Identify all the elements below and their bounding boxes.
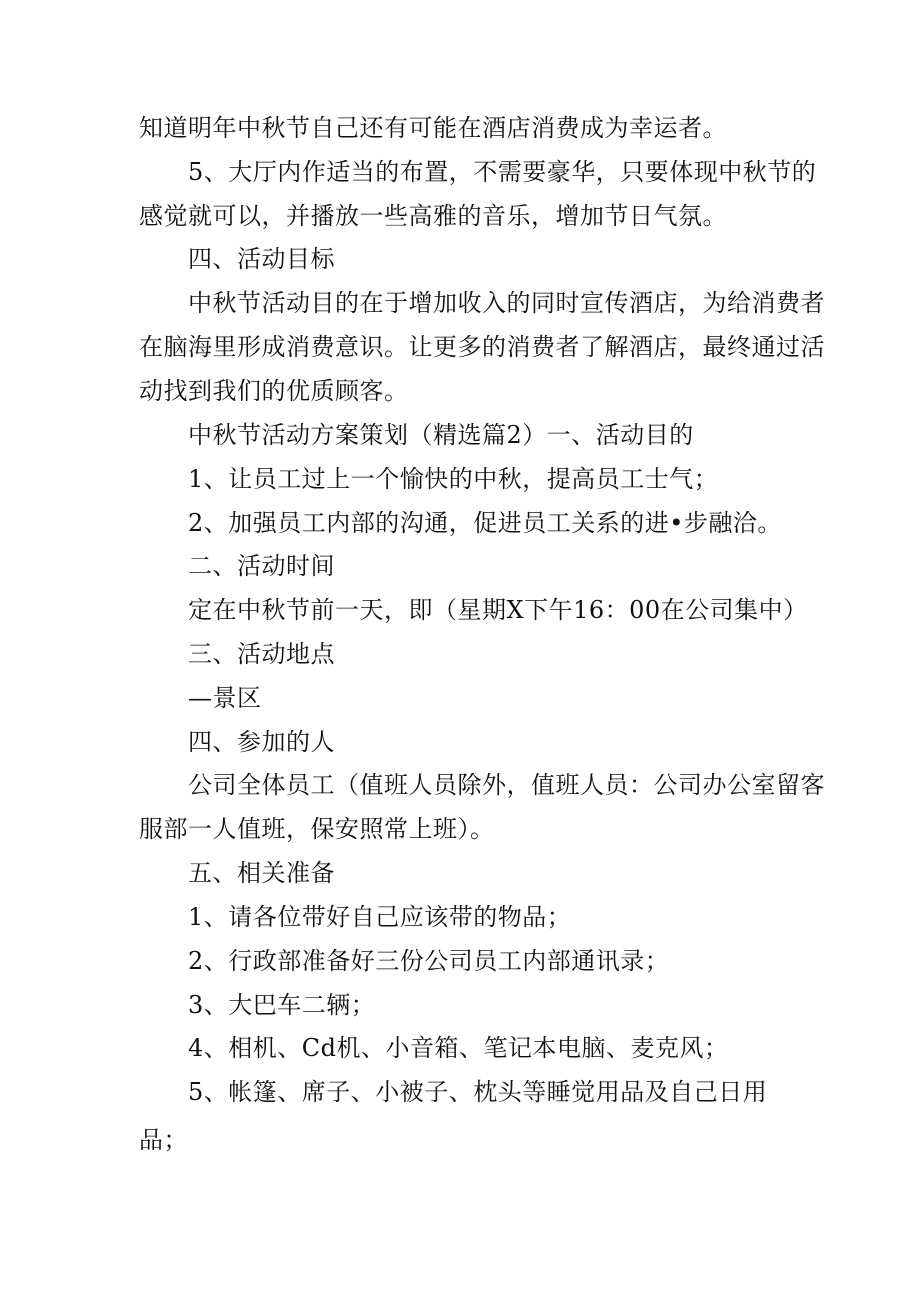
text-line: 动找到我们的优质顾客。 <box>139 377 409 405</box>
text-line: 知道明年中秋节自己还有可能在酒店消费成为幸运者。 <box>139 114 727 142</box>
list-item: 4、相机、Cd机、小音箱、笔记本电脑、麦克风； <box>188 1034 729 1062</box>
text-line: 5、大厅内作适当的布置，不需要豪华，只要体现中秋节的 <box>188 158 817 186</box>
section-heading: 五、相关准备 <box>188 859 335 887</box>
list-item: 1、请各位带好自己应该带的物品； <box>188 903 572 931</box>
text-line: 品； <box>139 1126 188 1154</box>
section-heading: 中秋节活动方案策划（精选篇2）一、活动目的 <box>188 421 694 449</box>
section-heading: 四、活动目标 <box>188 245 335 273</box>
list-item: 1、让员工过上一个愉快的中秋，提高员工士气； <box>188 465 719 493</box>
list-item: 2、行政部准备好三份公司员工内部通讯录； <box>188 947 670 975</box>
section-heading: 四、参加的人 <box>188 728 335 756</box>
list-item: 2、加强员工内部的沟通，促进员工关系的进•步融洽。 <box>188 509 782 537</box>
text-line: —景区 <box>188 684 262 712</box>
list-item: 5、帐篷、席子、小被子、枕头等睡觉用品及自己日用 <box>188 1078 768 1106</box>
text-line: 服部一人值班，保安照常上班）。 <box>139 815 495 843</box>
text-line: 公司全体员工（值班人员除外，值班人员：公司办公室留客 <box>188 771 825 799</box>
section-heading: 二、活动时间 <box>188 552 335 580</box>
list-item: 3、大巴车二辆； <box>188 991 376 1019</box>
section-heading: 三、活动地点 <box>188 640 335 668</box>
text-line: 中秋节活动目的在于增加收入的同时宣传酒店，为给消费者 <box>188 289 825 317</box>
text-line: 感觉就可以，并播放一些高雅的音乐，增加节日气氛。 <box>139 202 727 230</box>
text-line: 定在中秋节前一天，即（星期X下午16：00在公司集中） <box>188 596 808 624</box>
text-line: 在脑海里形成消费意识。让更多的消费者了解酒店，最终通过活 <box>139 333 825 361</box>
